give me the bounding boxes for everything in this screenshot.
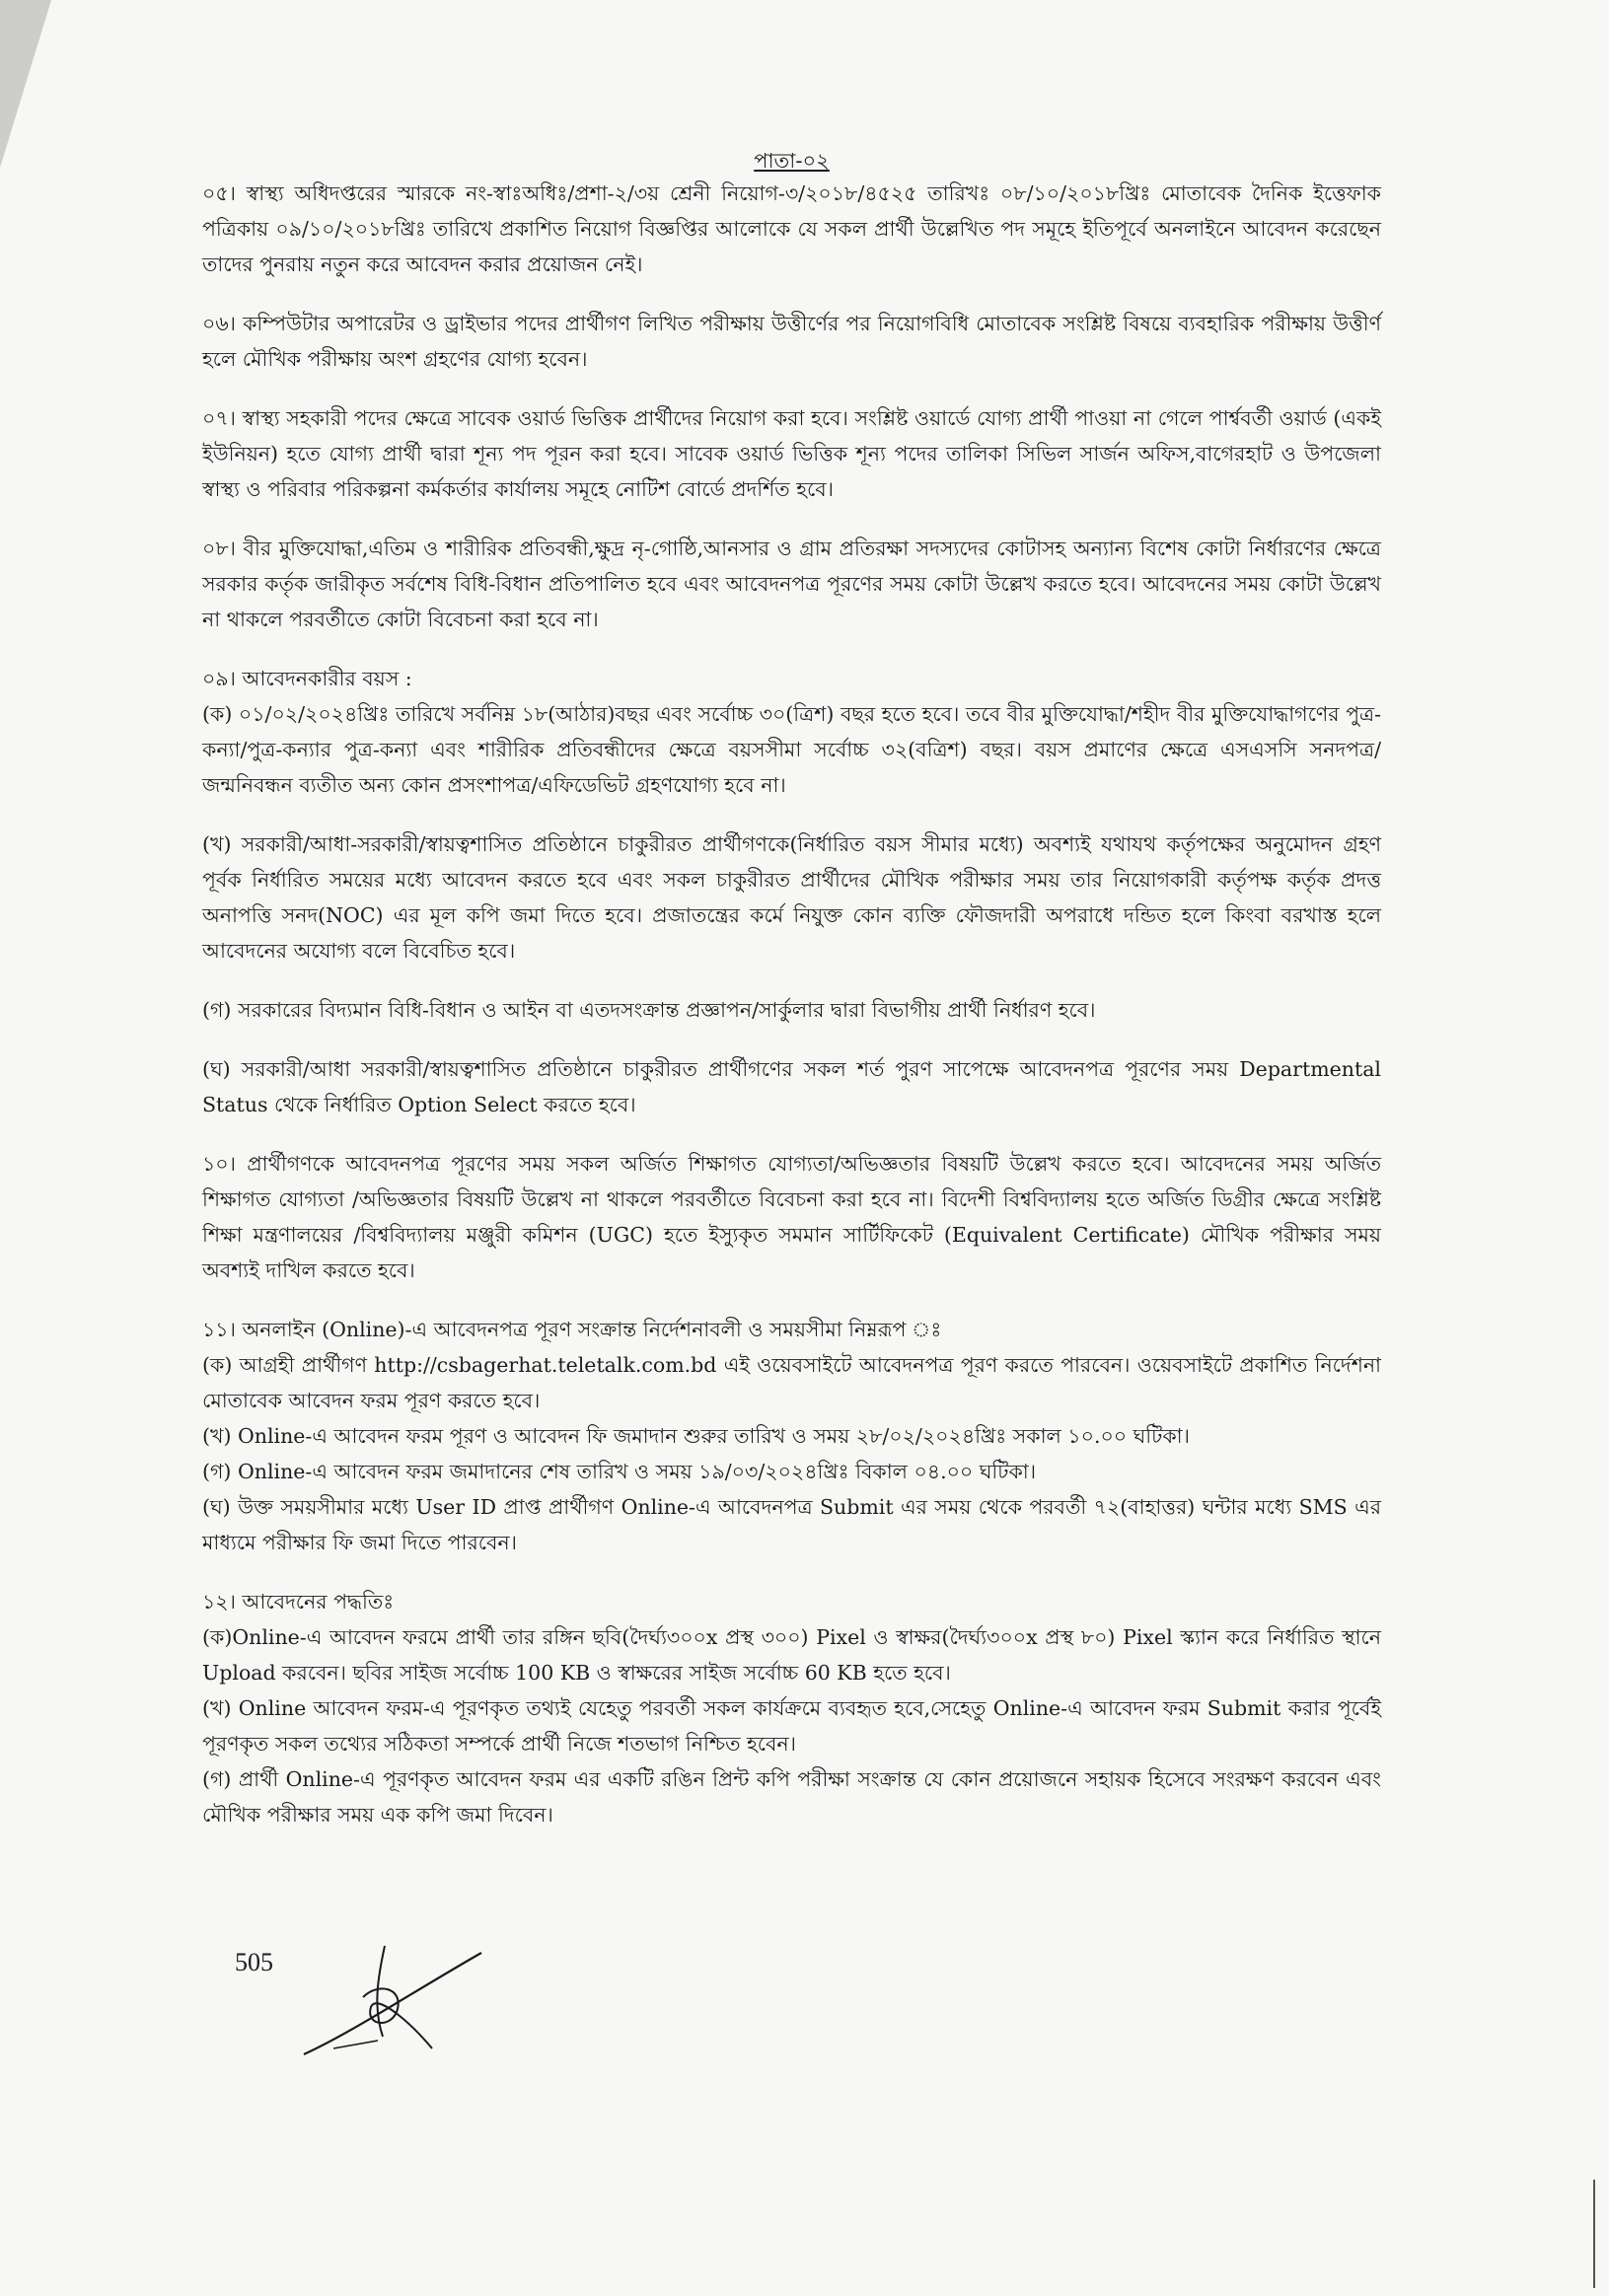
method-item-kha: (খ) Online আবেদন ফরম-এ পূরণকৃত তথ্যই যেহেতু পরবর্তী সকল কার্যক্রমে ব্যবহৃত হবে,সেহেতু Online-এ আবেদন ফরম Submit করার পূর্বেই পূরণকৃত সকল তথ্যের সঠিকতা সম্পর্কে প্রার্থী নিজে শতভাগ নিশ্চিত হবেন। [202, 1696, 1381, 1756]
age-item-gha: (ঘ) সরকারী/আধা সরকারী/স্বায়ত্বশাসিত প্রতিষ্ঠানে চাকুরীরত প্রার্থীগণের সকল শর্ত পুরণ সাপেক্ষে আবেদনপত্র পূরণের সময় Departmental Status থেকে নির্ধারিত Option Select করতে হবে। [202, 1057, 1381, 1116]
paragraph-10: ১০। প্রার্থীগণকে আবেদনপত্র পূরণের সময় সকল অর্জিত শিক্ষাগত যোগ্যতা/অভিজ্ঞতার বিষয়টি উল্লেখ করতে হবে। আবেদনের সময় অর্জিত শিক্ষাগত যোগ্যতা /অভিজ্ঞতার বিষয়টি উল্লেখ না থাকলে পরবর্তীতে বিবেচনা করা হবে না। বিদেশী বিশ্ববিদ্যালয় হতে অর্জিত ডিগ্রীর ক্ষেত্রে সংশ্লিষ্ট শিক্ষা মন্ত্রণালয়ের /বিশ্ববিদ্যালয় মঞ্জুরী কমিশন (UGC) হতে ইস্যুকৃত সমমান সার্টিফিকেট (Equivalent Certificate) মৌখিক পরীক্ষার সময় অবশ্যই দাখিল করতে হবে। [202, 1152, 1381, 1282]
paragraph-07: ০৭। স্বাস্থ্য সহকারী পদের ক্ষেত্রে সাবেক ওয়ার্ড ভিত্তিক প্রার্থীদের নিয়োগ করা হবে। সংশ্লিষ্ট ওয়ার্ডে যোগ্য প্রার্থী পাওয়া না গেলে পার্শ্ববর্তী ওয়ার্ড (একই ইউনিয়ন) হতে যোগ্য প্রার্থী দ্বারা শূন্য পদ পূরন করা হবে। সাবেক ওয়ার্ড ভিত্তিক শূন্য পদের তালিকা সিভিল সার্জন অফিস,বাগেরহাট ও উপজেলা স্বাস্থ্য ও পরিবার পরিকল্পনা কর্মকর্তার কার্যালয় সমূহে নোটিশ বোর্ডে প্রদর্শিত হবে। [202, 406, 1381, 501]
method-item-ga: (গ) প্রার্থী Online-এ পূরণকৃত আবেদন ফরম এর একটি রঙিন প্রিন্ট কপি পরীক্ষা সংক্রান্ত যে কোন প্রয়োজনে সহায়ক হিসেবে সংরক্ষণ করবেন এবং মৌখিক পরীক্ষার সময় এক কপি জমা দিবেন। [202, 1767, 1381, 1827]
age-section [202, 661, 1381, 1122]
paragraph-05: ০৫। স্বাস্থ্য অধিদপ্তরের স্মারকে নং-স্বাঃঅধিঃ/প্রশা-২/৩য় শ্রেনী নিয়োগ-৩/২০১৮/৪৫২৫ তারিখঃ ০৮/১০/২০১৮খ্রিঃ মোতাবেক দৈনিক ইত্তেফাক পত্রিকায় ০৯/১০/২০১৮খ্রিঃ তারিখে প্রকাশিত নিয়োগ বিজ্ঞপ্তির আলোকে যে সকল প্রার্থী উল্লেখিত পদ সমূহে ইতিপূর্বে অনলাইনে আবেদন করেছেন তাদের পুনরায় নতুন করে আবেদন করার প্রয়োজন নেই। [202, 181, 1381, 276]
method-section [202, 1584, 1381, 1832]
online-item-ga: (গ) Online-এ আবেদন ফরম জমাদানের শেষ তারিখ ও সময় ১৯/০৩/২০২৪খ্রিঃ বিকাল ০৪.০০ ঘটিকা। [202, 1460, 1037, 1483]
paragraph-08: ০৮। বীর মুক্তিযোদ্ধা,এতিম ও শারীরিক প্রতিবন্ধী,ক্ষুদ্র নৃ-গোষ্ঠি,আনসার ও গ্রাম প্রতিরক্ষা সদস্যদের কোটাসহ অন্যান্য বিশেষ কোটা নির্ধারণের ক্ষেত্রে সরকার কর্তৃক জারীকৃত সর্বশেষ বিধি-বিধান প্রতিপালিত হবে এবং আবেদনপত্র পূরণের সময় কোটা উল্লেখ করতে হবে। আবেদনের সময় কোটা উল্লেখ না থাকলে পরবর্তীতে কোটা বিবেচনা করা হবে না। [202, 537, 1381, 631]
document-page [202, 148, 1381, 1856]
age-item-ka: (ক) ০১/০২/২০২৪খ্রিঃ তারিখে সর্বনিম্ন ১৮(আঠার)বছর এবং সর্বোচ্চ ৩০(ত্রিশ) বছর হতে হবে। তবে বীর মুক্তিযোদ্ধা/শহীদ বীর মুক্তিযোদ্ধাগণের পুত্র-কন্যা/পুত্র-কন্যার পুত্র-কন্যা এবং শারীরিক প্রতিবন্ধীদের ক্ষেত্রে বয়সসীমা সর্বোচ্চ ৩২(বত্রিশ) বছর। বয়স প্রমাণের ক্ষেত্রে এসএসসি সনদপত্র/জন্মনিবন্ধন ব্যতীত অন্য কোন প্রসংশাপত্র/এফিডেভিট গ্রহণযোগ্য হবে না। [202, 702, 1381, 797]
page-footer [235, 1938, 827, 2086]
paragraph-06: ০৬। কম্পিউটার অপারেটর ও ড্রাইভার পদের প্রার্থীগণ লিখিত পরীক্ষায় উত্তীর্ণের পর নিয়োগবিধি মোতাবেক সংশ্লিষ্ট বিষয়ে ব্যবহারিক পরীক্ষায় উত্তীর্ণ হলে মৌখিক পরীক্ষায় অংশ গ্রহণের যোগ্য হবেন। [202, 312, 1381, 371]
page-fold-shadow [0, 0, 51, 168]
online-item-ka: (ক) আগ্রহী প্রার্থীগণ http://csbagerhat.teletalk.com.bd এই ওয়েবসাইটে আবেদনপত্র পূরণ করতে পারবেন। ওয়েবসাইটে প্রকাশিত নির্দেশনা মোতাবেক আবেদন ফরম পূরণ করতে হবে। [202, 1353, 1381, 1412]
method-item-ka: (ক)Online-এ আবেদন ফরমে প্রার্থী তার রঙ্গিন ছবি(দৈর্ঘ্য৩০০x প্রস্থ ৩০০) Pixel ও স্বাক্ষর(দৈর্ঘ্য৩০০x প্রস্থ ৮০) Pixel স্ক্যান করে নির্ধারিত স্থানে Upload করবেন। ছবির সাইজ সর্বোচ্চ 100 KB ও স্বাক্ষরের সাইজ সর্বোচ্চ 60 KB হতে হবে। [202, 1625, 1381, 1685]
online-section-heading: ১১। অনলাইন (Online)-এ আবেদনপত্র পূরণ সংক্রান্ত নির্দেশনাবলী ও সময়সীমা নিম্নরূপ ঃ [202, 1318, 942, 1341]
signature-icon [294, 1938, 491, 2066]
age-item-ga: (গ) সরকারের বিদ্যমান বিধি-বিধান ও আইন বা এতদসংক্রান্ত প্রজ্ঞাপন/সার্কুলার দ্বারা বিভাগীয় প্রার্থী নির্ধারণ হবে। [202, 998, 1096, 1022]
method-section-heading: ১২। আবেদনের পদ্ধতিঃ [202, 1590, 395, 1614]
footer-page-number: 505 [235, 1948, 273, 1976]
page-edge-mark [1593, 2180, 1595, 2288]
age-section-heading: ০৯। আবেদনকারীর বয়স : [202, 667, 412, 690]
online-item-gha: (ঘ) উক্ত সময়সীমার মধ্যে User ID প্রাপ্ত প্রার্থীগণ Online-এ আবেদনপত্র Submit এর সময় থেকে পরবর্তী ৭২(বাহাত্তর) ঘন্টার মধ্যে SMS এর মাধ্যমে পরীক্ষার ফি জমা দিতে পারবেন। [202, 1495, 1381, 1554]
online-section [202, 1312, 1381, 1560]
age-item-kha: (খ) সরকারী/আধা-সরকারী/স্বায়ত্বশাসিত প্রতিষ্ঠানে চাকুরীরত প্রার্থীগণকে(নির্ধারিত বয়স সীমার মধ্যে) অবশ্যই যথাযথ কর্তৃপক্ষের অনুমোদন গ্রহণ পূর্বক নির্ধারিত সময়ের মধ্যে আবেদন করতে হবে এবং সকল চাকুরীরত প্রার্থীদের মৌখিক পরীক্ষার সময় তার নিয়োগকারী কর্তৃপক্ষ কর্তৃক প্রদত্ত অনাপত্তি সনদ(NOC) এর মূল কপি জমা দিতে হবে। প্রজাতন্ত্রের কর্মে নিযুক্ত কোন ব্যক্তি ফৌজদারী অপরাধে দন্ডিত হলে কিংবা বরখাস্ত হলে আবেদনের অযোগ্য বলে বিবেচিত হবে। [202, 832, 1381, 963]
online-item-kha: (খ) Online-এ আবেদন ফরম পূরণ ও আবেদন ফি জমাদান শুরুর তারিখ ও সময় ২৮/০২/২০২৪খ্রিঃ সকাল ১০.০০ ঘটিকা। [202, 1424, 1190, 1448]
page-header: পাতা-০২ [754, 149, 830, 173]
